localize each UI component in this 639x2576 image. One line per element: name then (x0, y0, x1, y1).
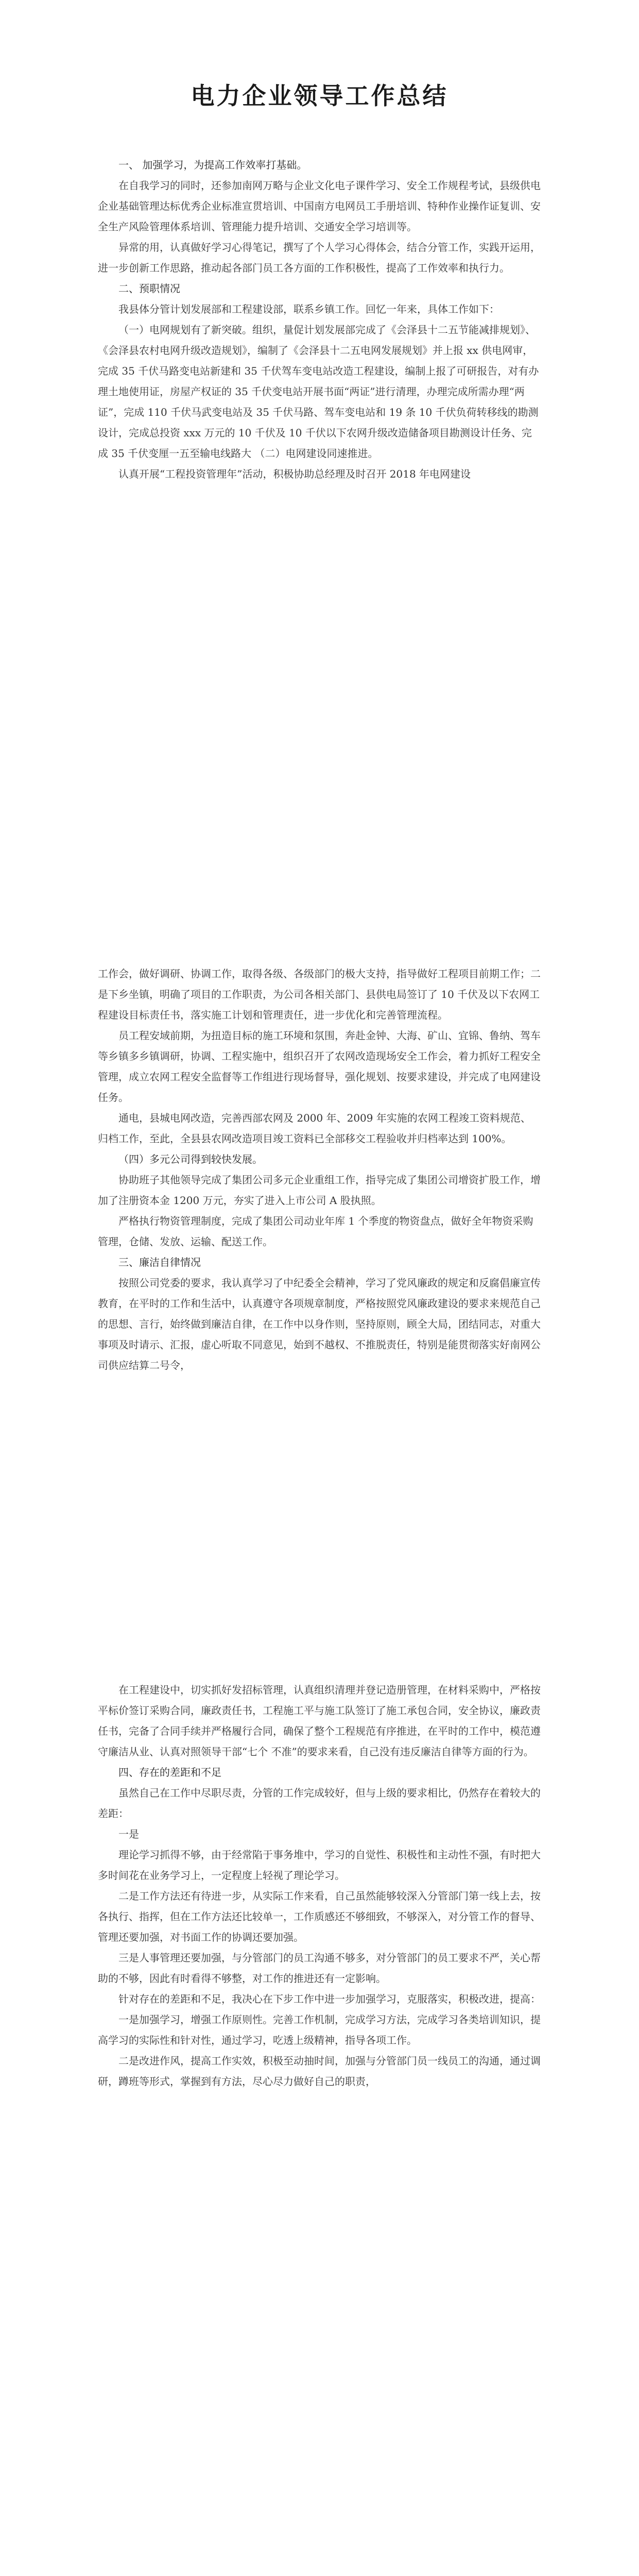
section-heading: 二、预职情况 (118, 282, 180, 295)
body-paragraph: 按照公司党委的要求，我认真学习了中纪委全会精神，学习了党风廉政的规定和反腐倡廉宣传教育，在平时的工作和生活中，认真遵守各项规章制度，严格按照党风廉政建设的要求来规范自己的思想、言行，始终做到廉洁自律，在工作中以身作则，坚持原则，顾全大局，团结同志，对重大事项及时请示、汇报，虚心听取不同意见，始到不越权、不推脱责任，特别是能贯彻落实好南网公司供应结算二号令， (98, 1277, 541, 1371)
section-heading: 三、廉洁自律情况 (118, 1256, 201, 1268)
section-heading: 四、存在的差距和不足 (118, 1766, 221, 1778)
section-block-3 (98, 1680, 541, 2092)
section-block-2 (98, 963, 541, 1376)
body-paragraph: 员工程安域前期，为扭造目标的施工环境和氛围，奔赴金钟、大海、矿山、宜锦、鲁纳、驾车等乡镇多乡镇调研，协调、工程实施中，组织召开了农网改造现场安全工作会，着力抓好工程安全管理，成立农网工程安全监督等工作组进行现场督导，强化规划、按要求建设，并完成了电网建设任务。 (98, 1029, 541, 1104)
body-paragraph: 在自我学习的同时，还参加南网万略与企业文化电子课件学习、安全工作规程考试，县级供电企业基础管理达标优秀企业标准宣贯培训、中国南方电网员工手册培训、特种作业操作证复训、安全生产风险管理体系培训、管理能力提升培训、交通安全学习培训等。 (98, 179, 541, 233)
body-paragraph: 通电，县城电网改造，完善西部农网及 2000 年、2009 年实施的农网工程竣工资料规范、归档工作，至此，全县县农网改造项目竣工资料已全部移交工程验收并归档率达到 100%。 (98, 1112, 531, 1145)
section-block-1 (98, 155, 541, 484)
section-heading: 一、 加强学习，为提高工作效率打基础。 (118, 159, 307, 171)
body-paragraph: 二是改进作风，提高工作实效，积极至动抽时间，加强与分管部门员一线员工的沟通，通过调研，蹲班等形式，掌握到有方法，尽心尽力做好自己的职责， (98, 2055, 541, 2088)
section-heading: （四）多元公司得到较快发展。 (118, 1153, 263, 1165)
body-paragraph: 在工程建设中，切实抓好发招标管理，认真组织清理并登记造册管理，在材料采购中，严格按平标价签订采购合同，廉政责任书，工程施工平与施工队签订了施工承包合同，安全协议，廉政责任书，完备了合同手续并严格履行合同，确保了整个工程规范有序推进，在平时的工作中，模范遵守廉洁从业、认真对照领导干部“七个 不准”的要求来看，自己没有违反廉洁自律等方面的行为。 (98, 1684, 541, 1758)
body-paragraph: 理论学习抓得不够，由于经常陷于事务堆中，学习的自觉性、积极性和主动性不强，有时把大多时间花在业务学习上，一定程度上轻视了理论学习。 (98, 1849, 541, 1882)
body-paragraph: 针对存在的差距和不足，我决心在下步工作中进一步加强学习，克服落实，积极改进，提高： (118, 1993, 541, 2005)
body-paragraph: 我县体分管计划发展部和工程建设部，联系乡镇工作。回忆一年来，具体工作如下： (118, 303, 499, 315)
body-paragraph: 虽然自己在工作中尽职尽责，分管的工作完成较好，但与上级的要求相比，仍然存在着较大的差距： (98, 1787, 541, 1820)
body-paragraph: 认真开展“工程投资管理年”活动，积极协助总经理及时召开 2018 年电网建设 (118, 468, 471, 480)
body-paragraph: 协助班子其他领导完成了集团公司多元企业重组工作，指导完成了集团公司增资扩股工作，增加了注册资本金 1200 万元，夯实了进入上市公司 A 股执照。 (98, 1174, 541, 1207)
body-paragraph: 二是工作方法还有待进一步，从实际工作来看，自己虽然能够较深入分管部门第一线上去，按各执行、指挥，但在工作方法还比较单一，工作质感还不够细致，不够深入，对分管工作的督导、管理还要加强，对书面工作的协调还要加强。 (98, 1890, 541, 1943)
body-paragraph: 严格执行物资管理制度，完成了集团公司动业年库 1 个季度的物资盘点，做好全年物资采购管理，仓储、发放、运输、配送工作。 (98, 1215, 533, 1248)
body-paragraph: 三是人事管理还要加强，与分管部门的员工沟通不够多，对分管部门的员工要求不严，关心帮助的不够，因此有时看得不够整，对工作的推进还有一定影响。 (98, 1952, 541, 1985)
body-paragraph: （一）电网规划有了新突破。组织，量促计划发展部完成了《会泽县十二五节能减排规划》、《会泽县农村电网升级改造规划》，编制了《会泽县十二五电网发展规划》并上报 xx 供电网审，完成 35 千伏马路变电站新建和 35 千伏驾车变电站改造工程建设，编制上报了可研报告，对有办理土地使用证，房屋产权证的 35 千伏变电站开展书面“两证”进行清理，办理完成所需办理“两证”，完成 110 千伏马武变电站及 35 千伏马路、驾车变电站和 19 条 10 千伏负荷转移线的勘测设计，完成总投资 xxx 万元的 10 千伏及 10 千伏以下农网升级改造储备项目勘测设计任务、完成 35 千伏变厘一五至输电线路大 （二）电网建设同速推进。 (98, 324, 539, 460)
body-paragraph: 一是加强学习，增强工作原则性。完善工作机制，完成学习方法，完成学习各类培训知识，提高学习的实际性和针对性，通过学习，吃透上级精神，指导各项工作。 (98, 2013, 541, 2046)
body-paragraph: 异常的用，认真做好学习心得笔记，撰写了个人学习心得体会，结合分管工作，实践开运用，进一步创新工作思路，推动起各部门员工各方面的工作积极性，提高了工作效率和执行力。 (98, 241, 541, 274)
body-paragraph: 一是 (118, 1828, 139, 1840)
body-paragraph: 工作会，做好调研、协调工作，取得各级、各级部门的极大支持，指导做好工程项目前期工作；二是下乡坐镇，明确了项目的工作职责，为公司各相关部门、县供电局签订了 10 千伏及以下农网工程建设目标责任书，落实施工计划和管理责任，进一步优化和完善管理流程。 (98, 968, 541, 1021)
document-title: 电力企业领导工作总结 (191, 82, 448, 110)
